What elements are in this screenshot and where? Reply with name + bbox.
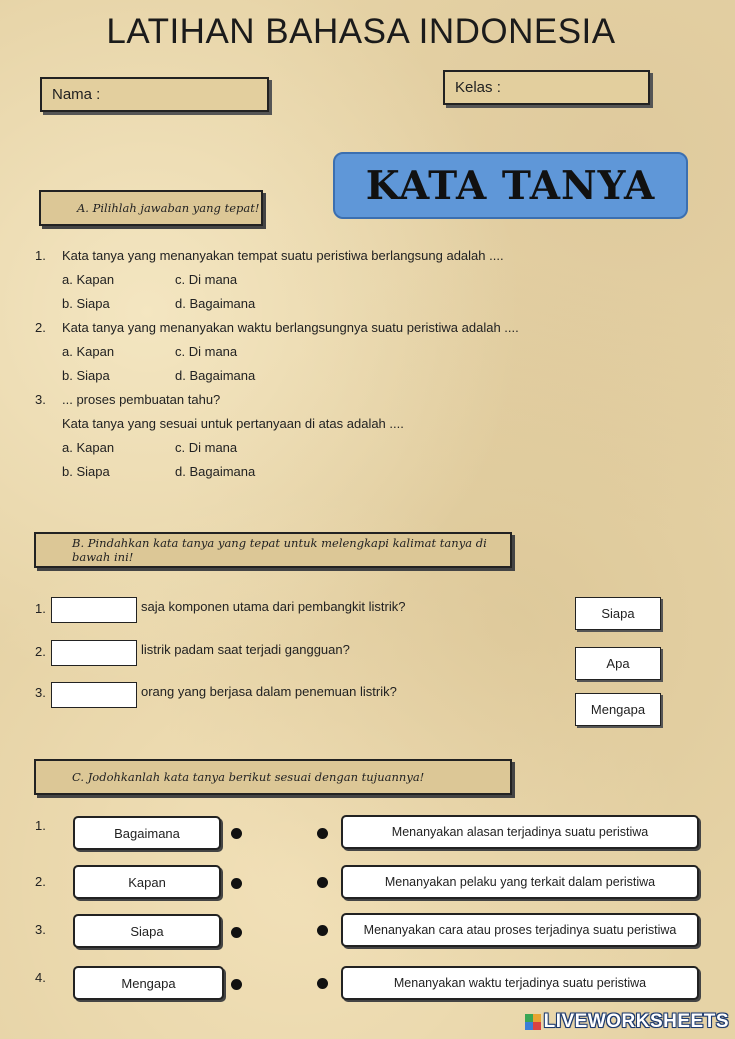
option-a[interactable]: a. Kapan xyxy=(62,272,115,287)
match-dot-right[interactable] xyxy=(317,978,328,989)
liveworksheets-watermark xyxy=(525,1011,729,1033)
drag-option-siapa[interactable]: Siapa xyxy=(575,597,661,630)
match-meaning[interactable]: Menanyakan pelaku yang terkait dalam peristiwa xyxy=(341,865,699,899)
question-1 xyxy=(35,244,715,268)
row-number: 2. xyxy=(35,874,46,889)
section-a-heading: A. Pilihlah jawaban yang tepat! xyxy=(39,190,263,226)
section-a-questions xyxy=(35,244,715,484)
match-dot-left[interactable] xyxy=(231,878,242,889)
item-text: listrik padam saat terjadi gangguan? xyxy=(141,642,350,657)
topic-banner: KATA TANYA xyxy=(333,152,688,219)
question-number: 2. xyxy=(35,320,46,335)
question-text: ... proses pembuatan tahu? xyxy=(62,392,221,407)
match-word-mengapa[interactable]: Mengapa xyxy=(73,966,224,1000)
row-number: 3. xyxy=(35,922,46,937)
option-b[interactable]: b. Siapa xyxy=(62,368,110,383)
match-dot-right[interactable] xyxy=(317,828,328,839)
item-number: 2. xyxy=(35,644,46,659)
drop-blank-2[interactable] xyxy=(51,640,137,666)
drop-blank-3[interactable] xyxy=(51,682,137,708)
item-number: 3. xyxy=(35,685,46,700)
row-number: 1. xyxy=(35,818,46,833)
name-label: Nama : xyxy=(52,86,101,103)
option-d[interactable]: d. Bagaimana xyxy=(175,296,256,311)
match-meaning[interactable]: Menanyakan alasan terjadinya suatu peristiwa xyxy=(341,815,699,849)
watermark-text: LIVEWORKSHEETS xyxy=(543,1011,729,1032)
match-dot-left[interactable] xyxy=(231,927,242,938)
drag-option-mengapa[interactable]: Mengapa xyxy=(575,693,661,726)
match-meaning[interactable]: Menanyakan waktu terjadinya suatu peristiwa xyxy=(341,966,699,1000)
match-word-bagaimana[interactable]: Bagaimana xyxy=(73,816,221,850)
question-text: Kata tanya yang menanyakan waktu berlangsungnya suatu peristiwa adalah .... xyxy=(62,320,519,335)
option-b[interactable]: b. Siapa xyxy=(62,464,110,479)
match-dot-right[interactable] xyxy=(317,925,328,936)
question-number: 3. xyxy=(35,392,46,407)
page-title: LATIHAN BAHASA INDONESIA xyxy=(106,12,616,51)
name-field[interactable] xyxy=(40,77,269,112)
item-text: saja komponen utama dari pembangkit listrik? xyxy=(141,599,406,614)
drag-option-apa[interactable]: Apa xyxy=(575,647,661,680)
question-3 xyxy=(35,388,715,412)
class-field[interactable] xyxy=(443,70,650,105)
class-label: Kelas : xyxy=(455,79,501,96)
option-d[interactable]: d. Bagaimana xyxy=(175,368,256,383)
question-number: 1. xyxy=(35,248,46,263)
item-text: orang yang berjasa dalam penemuan listrik? xyxy=(141,684,397,699)
option-b[interactable]: b. Siapa xyxy=(62,296,110,311)
match-word-siapa[interactable]: Siapa xyxy=(73,914,221,948)
row-number: 4. xyxy=(35,970,46,985)
option-c[interactable]: c. Di mana xyxy=(175,344,238,359)
option-a[interactable]: a. Kapan xyxy=(62,440,115,455)
question-text: Kata tanya yang menanyakan tempat suatu peristiwa berlangsung adalah .... xyxy=(62,248,504,263)
match-dot-right[interactable] xyxy=(317,877,328,888)
match-word-kapan[interactable]: Kapan xyxy=(73,865,221,899)
section-c-heading: C. Jodohkanlah kata tanya berikut sesuai dengan tujuannya! xyxy=(34,759,512,795)
question-text-2: Kata tanya yang sesuai untuk pertanyaan di atas adalah .... xyxy=(62,416,404,431)
option-c[interactable]: c. Di mana xyxy=(175,272,238,287)
liveworksheets-logo-icon xyxy=(525,1014,541,1030)
question-2 xyxy=(35,316,715,340)
match-dot-left[interactable] xyxy=(231,979,242,990)
match-dot-left[interactable] xyxy=(231,828,242,839)
option-a[interactable]: a. Kapan xyxy=(62,344,115,359)
option-c[interactable]: c. Di mana xyxy=(175,440,238,455)
section-b-heading: B. Pindahkan kata tanya yang tepat untuk melengkapi kalimat tanya di bawah ini! xyxy=(34,532,512,568)
option-d[interactable]: d. Bagaimana xyxy=(175,464,256,479)
drop-blank-1[interactable] xyxy=(51,597,137,623)
match-meaning[interactable]: Menanyakan cara atau proses terjadinya suatu peristiwa xyxy=(341,913,699,947)
item-number: 1. xyxy=(35,601,46,616)
